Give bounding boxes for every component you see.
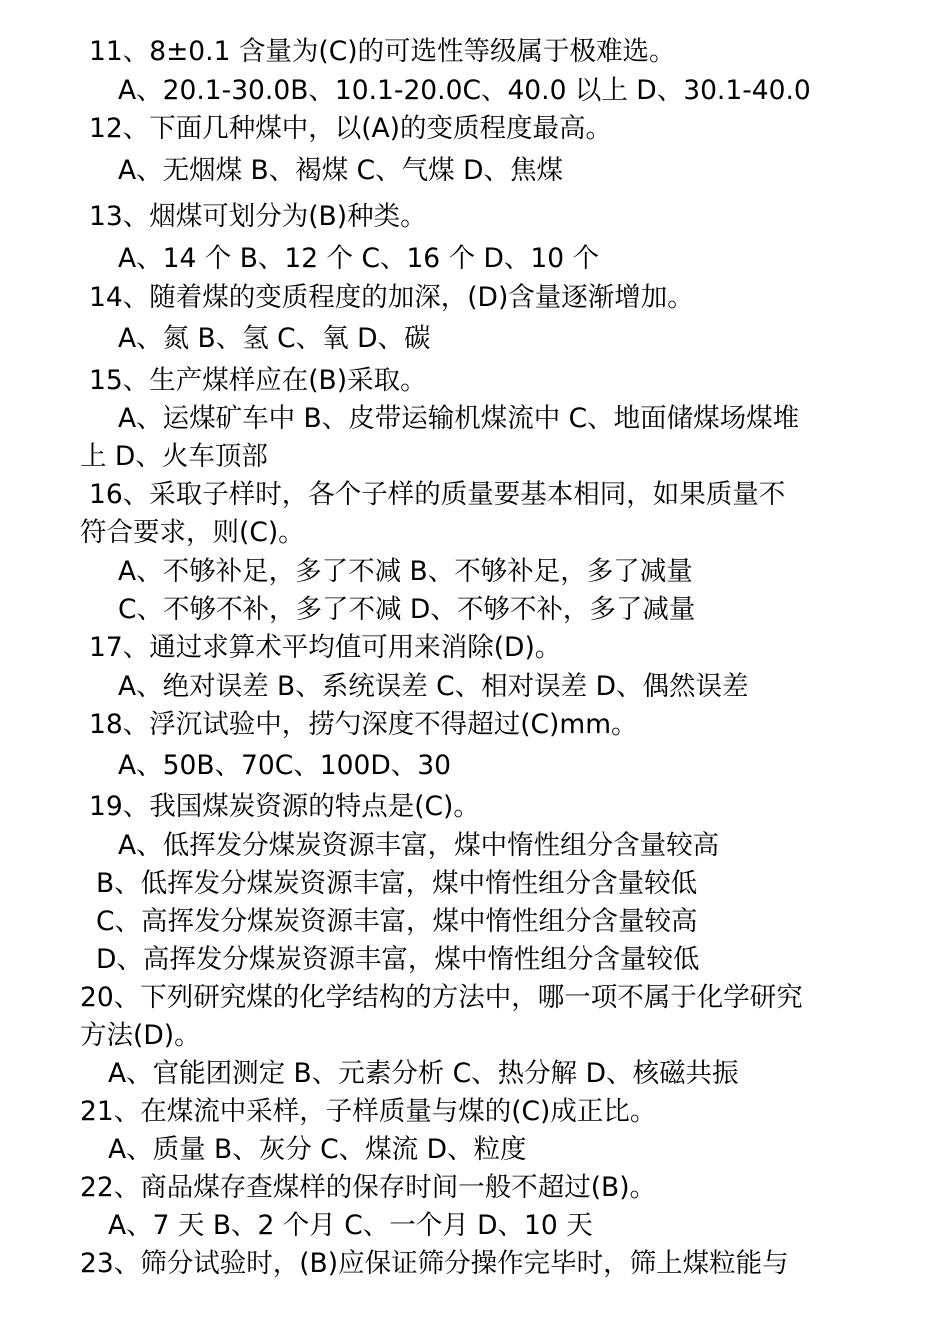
question-17: 17、通过求算术平均值可用来消除(D)。	[89, 632, 562, 663]
question-21: 21、在煤流中采样，子样质量与煤的(C)成正比。	[80, 1096, 657, 1127]
question-14-options: A、氮 B、氢 C、氧 D、碳	[118, 323, 431, 354]
question-11-options: A、20.1-30.0B、10.1-20.0C、40.0 以上 D、30.1-40.0	[118, 75, 811, 106]
question-13-options: A、14 个 B、12 个 C、16 个 D、10 个	[118, 243, 600, 274]
question-19-option-c: C、高挥发分煤炭资源丰富，煤中惰性组分含量较高	[96, 906, 698, 937]
question-18-options: A、50B、70C、100D、30	[118, 750, 451, 781]
question-17-options: A、绝对误差 B、系统误差 C、相对误差 D、偶然误差	[118, 671, 749, 702]
question-19: 19、我国煤炭资源的特点是(C)。	[89, 791, 480, 822]
question-20: 20、下列研究煤的化学结构的方法中，哪一项不属于化学研究	[80, 982, 803, 1013]
question-16: 16、采取子样时，各个子样的质量要基本相同，如果质量不	[89, 479, 786, 510]
question-12-options: A、无烟煤 B、褐煤 C、气煤 D、焦煤	[118, 155, 563, 186]
question-19-option-a: A、低挥发分煤炭资源丰富，煤中惰性组分含量较高	[118, 830, 720, 861]
question-15: 15、生产煤样应在(B)采取。	[89, 365, 427, 396]
question-19-option-d: D、高挥发分煤炭资源丰富，煤中惰性组分含量较低	[96, 944, 700, 975]
question-21-options: A、质量 B、灰分 C、煤流 D、粒度	[108, 1134, 527, 1165]
question-22-options: A、7 天 B、2 个月 C、一个月 D、10 天	[108, 1210, 593, 1241]
question-13: 13、烟煤可划分为(B)种类。	[89, 201, 427, 232]
question-15-options: A、运煤矿车中 B、皮带运输机煤流中 C、地面储煤场煤堆	[118, 403, 800, 434]
question-22: 22、商品煤存查煤样的保存时间一般不超过(B)。	[80, 1172, 657, 1203]
question-16-cont: 符合要求，则(C)。	[80, 517, 305, 548]
question-20-cont: 方法(D)。	[80, 1020, 201, 1051]
question-11: 11、8±0.1 含量为(C)的可选性等级属于极难选。	[89, 36, 676, 67]
question-14: 14、随着煤的变质程度的加深，(D)含量逐渐增加。	[89, 282, 694, 313]
question-23: 23、筛分试验时，(B)应保证筛分操作完毕时，筛上煤粒能与	[80, 1248, 789, 1279]
question-12: 12、下面几种煤中，以(A)的变质程度最高。	[89, 113, 613, 144]
question-16-options-ab: A、不够补足，多了不减 B、不够补足，多了减量	[118, 556, 693, 587]
question-15-options-cont: 上 D、火车顶部	[80, 441, 268, 472]
question-18: 18、浮沉试验中，捞勺深度不得超过(C)mm。	[89, 709, 638, 740]
question-20-options: A、官能团测定 B、元素分析 C、热分解 D、核磁共振	[108, 1058, 739, 1089]
question-16-options-cd: C、不够不补，多了不减 D、不够不补，多了减量	[118, 594, 696, 625]
question-19-option-b: B、低挥发分煤炭资源丰富，煤中惰性组分含量较低	[96, 868, 698, 899]
